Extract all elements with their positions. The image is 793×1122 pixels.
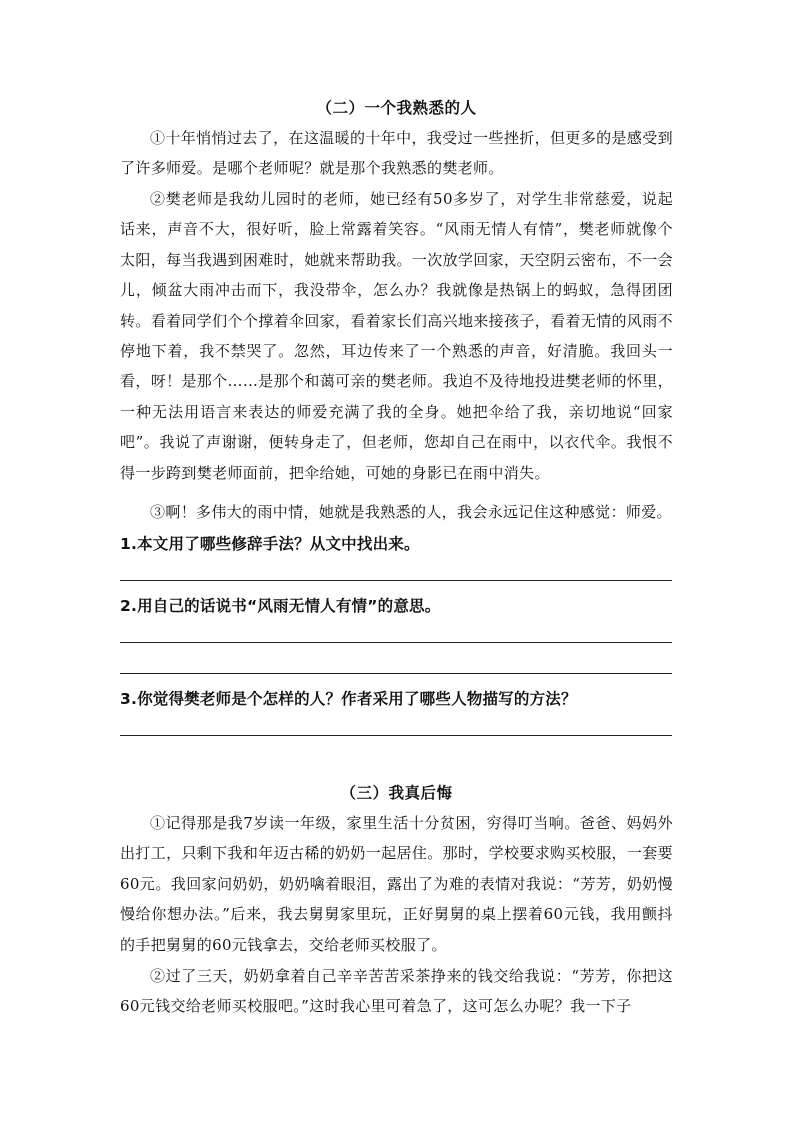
- paragraph: ①十年悄悄过去了，在这温暖的十年中，我受过一些挫折，但更多的是感受到了许多师爱。是哪个老师呢？就是那个我熟悉的樊老师。: [120, 129, 673, 178]
- question: 2.用自己的话说书“风雨无情人有情”的意思。: [120, 597, 441, 615]
- section-title: （二）一个我熟悉的人: [316, 98, 477, 117]
- paragraph: ②樊老师是我幼儿园时的老师，她已经有50多岁了，对学生非常慈爱，说起话来，声音不大，很好听，脸上常露着笑容。“风雨无情人有情”，樊老师就像个太阳，每当我遇到困难时，她就来帮助我。一次放学回家，天空阴云密布，不一会儿，倾盆大雨冲击而下，我没带伞，怎么办？我就像是热锅上的蚂蚁，急得团团转。看着同学们个个撑着伞回家，看着家长们高兴地来接孩子，看着无情的风雨不停地下着，我不禁哭了。忽然，耳边传来了一个熟悉的声音，好清脆。我回头一看，呀！是那个……是那个和蔼可亲的樊老师。我迫不及待地投进樊老师的怀里，一种无法用语言来表达的师爱充满了我的全身。她把伞给了我，亲切地说“回家吧”。我说了声谢谢，便转身走了，但老师，您却自己在雨中，以衣代伞。我恨不得一步跨到樊老师面前，把伞给她，可她的身影已在雨中消失。: [120, 190, 673, 482]
- answer-line[interactable]: [120, 580, 672, 581]
- paragraph: ①记得那是我7岁读一年级，家里生活十分贫困，穷得叮当响。爸爸、妈妈外出打工，只剩下我和年迈古稀的奶奶一起居住。那时，学校要求购买校服，一套要60元。我回家问奶奶，奶奶噙着眼泪，露出了为难的表情对我说：“芳芳，奶奶慢慢给你想办法。”后来，我去舅舅家里玩，正好舅舅的桌上摆着60元钱，我用颤抖的手把舅舅的60元钱拿去，交给老师买校服了。: [120, 814, 673, 954]
- answer-line[interactable]: [120, 673, 672, 674]
- paragraph: ③啊！多伟大的雨中情，她就是我熟悉的人，我会永远记住这种感觉：师爱。: [150, 503, 672, 521]
- section-title: （三）我真后悔: [340, 783, 453, 802]
- answer-line[interactable]: [120, 735, 672, 736]
- paragraph: ②过了三天，奶奶拿着自己辛辛苦苦采茶挣来的钱交给我说：“芳芳，你把这60元钱交给老师买校服吧。”这时我心里可着急了，这可怎么办呢？我一下子: [120, 967, 673, 1016]
- question: 1.本文用了哪些修辞手法？从文中找出来。: [120, 535, 420, 553]
- answer-line[interactable]: [120, 642, 672, 643]
- question: 3.你觉得樊老师是个怎样的人？作者采用了哪些人物描写的方法？: [120, 690, 577, 708]
